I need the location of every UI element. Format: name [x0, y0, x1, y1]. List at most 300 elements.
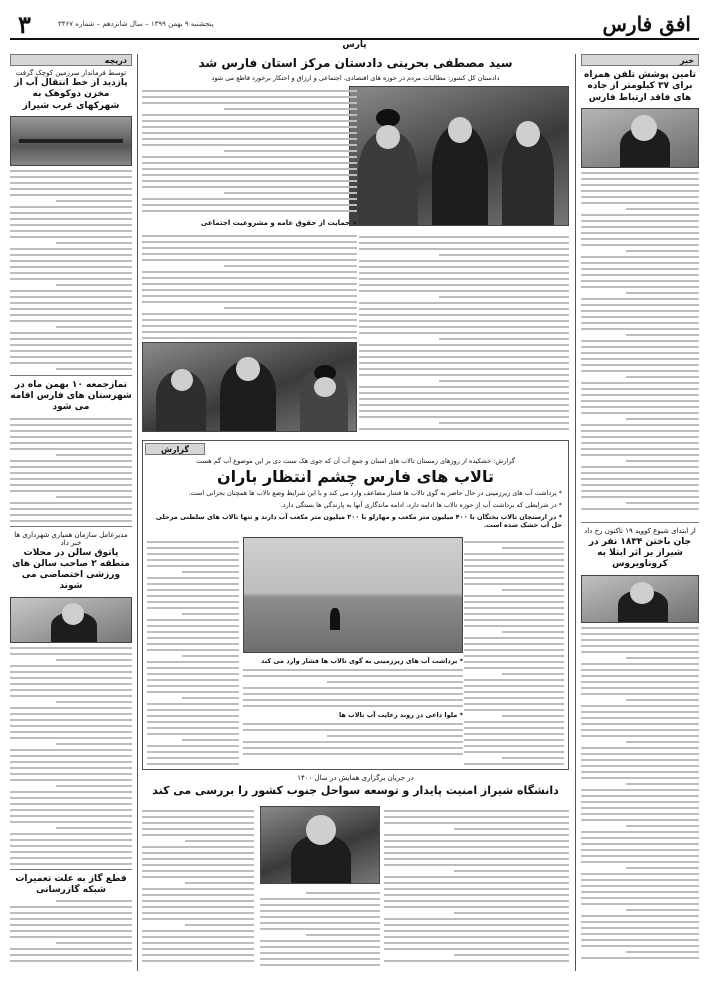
text-line [581, 627, 699, 629]
text-line [581, 202, 699, 204]
text-line [147, 727, 239, 729]
text-line [10, 689, 132, 691]
text-line [384, 858, 569, 860]
text-line [384, 924, 569, 926]
text-line [10, 442, 132, 444]
text-line [142, 283, 357, 285]
text-line [56, 942, 132, 944]
text-line [10, 350, 132, 352]
text-line [502, 589, 564, 591]
text-line [260, 898, 380, 900]
page-number: ۳ [18, 10, 31, 39]
text-line [581, 873, 699, 875]
text-line [147, 763, 239, 765]
text-line [147, 745, 239, 747]
text-line [359, 404, 569, 406]
text-line [260, 958, 380, 960]
text-line [581, 508, 699, 510]
text-line [142, 960, 254, 962]
text-line [147, 643, 239, 645]
text-line [626, 783, 699, 785]
text-line [581, 705, 699, 707]
text-line [581, 639, 699, 641]
text-line [581, 280, 699, 282]
text-line [243, 747, 463, 749]
masthead [10, 10, 699, 40]
text-line [454, 828, 569, 830]
text-line [581, 843, 699, 845]
text-line [142, 337, 357, 339]
text-line [626, 376, 699, 378]
text-line [142, 241, 357, 243]
text-line [581, 645, 699, 647]
text-line [581, 759, 699, 761]
text-line [142, 810, 254, 812]
section-title: پارس [342, 40, 367, 50]
feature-lead-3: * در ارسنجان تالاب بختگان با ۴۰۰ میلیون متر مکعب و مهارلو با ۳۰۰ میلیون متر مکعب آب دارند و تنها تالاب های سلطنی مرحلی حل آب خشک شده است. [155, 513, 562, 529]
text-line [626, 657, 699, 659]
text-line [581, 723, 699, 725]
text-line [464, 613, 564, 615]
text-line [142, 126, 357, 128]
text-line [581, 352, 699, 354]
text-line [56, 242, 132, 244]
text-line [147, 607, 239, 609]
text-line [359, 308, 569, 310]
text-line [224, 307, 357, 309]
right-item2-photo [581, 575, 699, 623]
text-line [10, 683, 132, 685]
text-line [185, 924, 254, 926]
feature-quote-1: * برداشت آب های زیرزمینی به گوی تالاب ها فشار وارد می کند [261, 657, 463, 665]
text-line [243, 693, 463, 695]
text-line [10, 737, 132, 739]
feature-text-right [464, 537, 564, 765]
text-line [10, 472, 132, 474]
text-line [147, 583, 239, 585]
text-line [56, 701, 132, 703]
text-line [10, 520, 132, 522]
man-head-3 [236, 357, 260, 381]
text-line [359, 368, 569, 370]
text-line [581, 675, 699, 677]
text-line [581, 903, 699, 905]
text-line [581, 178, 699, 180]
text-line [439, 296, 569, 298]
text-line [56, 200, 132, 202]
text-line [384, 960, 569, 962]
text-line [581, 394, 699, 396]
text-line [581, 412, 699, 414]
text-line [581, 232, 699, 234]
text-line [10, 290, 132, 292]
text-line [142, 132, 357, 134]
left-item2-body [10, 414, 132, 522]
text-line [147, 661, 239, 663]
text-line [581, 765, 699, 767]
text-line [147, 565, 239, 567]
text-line [626, 951, 699, 953]
text-line [581, 442, 699, 444]
left-section-tag: دریچه [10, 54, 132, 66]
text-line [147, 757, 239, 759]
text-line [10, 954, 132, 956]
text-line [142, 289, 357, 291]
text-line [464, 637, 564, 639]
text-line [384, 882, 569, 884]
text-line [142, 846, 254, 848]
text-line [260, 940, 380, 942]
text-line [581, 813, 699, 815]
right-section-tag: خبر [581, 54, 699, 66]
text-line [10, 254, 132, 256]
text-line [464, 565, 564, 567]
director-head [62, 603, 84, 625]
text-line [581, 490, 699, 492]
bottom-story [142, 774, 569, 970]
text-line [384, 816, 569, 818]
text-line [147, 547, 239, 549]
text-line [224, 192, 357, 194]
text-line [581, 400, 699, 402]
text-line [359, 314, 569, 316]
text-line [142, 888, 254, 890]
text-line [10, 773, 132, 775]
text-line [10, 791, 132, 793]
text-line [384, 852, 569, 854]
text-line [464, 559, 564, 561]
top-story-subtitle: دادستان کل کشور: مطالبات مردم در حوزه های اقتصادی، اجتماعی و ارزاق و احتکار برخورد قاطع می شود [211, 74, 500, 82]
top-story-photo-2 [142, 342, 357, 432]
text-line [581, 789, 699, 791]
text-line [626, 502, 699, 504]
text-line [10, 296, 132, 298]
text-line [224, 265, 357, 267]
text-line [359, 272, 569, 274]
woman-figure [330, 608, 340, 630]
newspaper-logo: افق فارس [602, 12, 691, 36]
text-line [147, 715, 239, 717]
text-line [147, 541, 239, 543]
text-line [581, 795, 699, 797]
text-line [56, 827, 132, 829]
text-line [464, 691, 564, 693]
text-line [142, 894, 254, 896]
text-line [327, 735, 463, 737]
text-line [243, 753, 463, 755]
text-line [182, 571, 239, 573]
text-line [464, 679, 564, 681]
text-line [439, 338, 569, 340]
text-line [147, 673, 239, 675]
left-item3-body [10, 643, 132, 865]
text-line [581, 196, 699, 198]
text-line [626, 825, 699, 827]
left-item1-kicker: توسط فرماندار سرزمین کوچک گرفت [15, 69, 127, 77]
text-line [359, 260, 569, 262]
text-line [10, 418, 132, 420]
text-line [581, 478, 699, 480]
text-line [10, 236, 132, 238]
text-line [464, 733, 564, 735]
text-line [10, 260, 132, 262]
text-line [10, 170, 132, 172]
top-story-photo-1 [349, 86, 569, 226]
text-line [10, 212, 132, 214]
text-line [626, 909, 699, 911]
text-line [10, 863, 132, 865]
text-line [581, 651, 699, 653]
text-line [464, 661, 564, 663]
top-story-text-b [359, 232, 569, 430]
feature-report [142, 440, 569, 770]
text-line [142, 114, 357, 116]
text-line [581, 801, 699, 803]
professor-head [306, 815, 336, 845]
left-item1-photo [10, 116, 132, 166]
text-line [224, 150, 357, 152]
pipeline-shape [19, 139, 123, 143]
text-line [581, 436, 699, 438]
bottom-story-title: دانشگاه شیراز امنیت پایدار و توسعه سواحل جنوب کشور را بررسی می کند [152, 784, 559, 797]
text-line [10, 671, 132, 673]
top-story-text-a [142, 86, 357, 227]
text-line [142, 325, 357, 327]
feature-lead-1: * پرداشت آب های زیرزمینی در حال حاضر به گوی تالاب ها فشار مضاعف وارد می کند و با این شرایط وضع تالاب ها همچنان بحرانی است. [188, 489, 562, 497]
feature-lead-2: * در شرایطی که برداشت آب از حوزه تالاب ها ادامه دارد، ادامه ماندگاری آنها به پارندگی ها بستگی دارد. [280, 501, 562, 509]
text-line [626, 699, 699, 701]
text-line [56, 785, 132, 787]
text-line [260, 946, 380, 948]
text-line [581, 945, 699, 947]
text-line [10, 514, 132, 516]
text-line [359, 392, 569, 394]
text-line [10, 484, 132, 486]
text-line [581, 915, 699, 917]
text-line [147, 667, 239, 669]
text-line [142, 247, 357, 249]
left-item3-title: پاتوق سالن در محلات منطقه ۲ صاحب سالن های ورزشی اختصاصی می شوند [12, 547, 130, 592]
text-line [10, 839, 132, 841]
text-line [384, 930, 569, 932]
text-line [581, 262, 699, 264]
text-line [10, 653, 132, 655]
left-column [10, 54, 132, 971]
text-line [581, 172, 699, 174]
text-line [147, 577, 239, 579]
text-line [464, 697, 564, 699]
text-line [359, 290, 569, 292]
text-line [182, 655, 239, 657]
text-line [581, 364, 699, 366]
text-line [142, 156, 357, 158]
text-line [10, 930, 132, 932]
text-line [581, 897, 699, 899]
text-line [10, 665, 132, 667]
text-line [56, 368, 132, 370]
text-line [581, 747, 699, 749]
top-story-text-c [142, 231, 357, 341]
text-line [581, 466, 699, 468]
text-line [581, 430, 699, 432]
text-line [581, 316, 699, 318]
official-head-2 [630, 582, 654, 604]
column-rule-left [137, 54, 138, 971]
text-line [581, 454, 699, 456]
text-line [142, 864, 254, 866]
text-line [56, 454, 132, 456]
text-line [581, 849, 699, 851]
text-line [142, 942, 254, 944]
text-line [10, 912, 132, 914]
text-line [142, 210, 357, 212]
text-line [502, 757, 564, 759]
text-line [142, 313, 357, 315]
text-line [142, 331, 357, 333]
text-line [581, 807, 699, 809]
text-line [147, 553, 239, 555]
text-line [359, 320, 569, 322]
text-line [384, 888, 569, 890]
text-line [626, 741, 699, 743]
text-line [224, 108, 357, 110]
text-line [260, 916, 380, 918]
text-line [142, 138, 357, 140]
right-item1-body [581, 168, 699, 518]
text-line [10, 948, 132, 950]
text-line [260, 904, 380, 906]
top-story [142, 56, 569, 436]
left-item2-title: تمازجمعه ۱۰ بهمن ماه در شهرستان های فارس اقامه می شود [10, 379, 132, 413]
text-line [260, 952, 380, 954]
text-line [142, 858, 254, 860]
text-line [464, 751, 564, 753]
text-line [10, 936, 132, 938]
text-line [147, 637, 239, 639]
feature-kicker: گزارش: خشکیده از روزهای زمستان تالاب های استان و جمع آب آن که جوی هک سنت دی بر این موضوع آب گم هست [196, 457, 515, 465]
text-line [10, 707, 132, 709]
text-line [10, 960, 132, 962]
text-line [581, 244, 699, 246]
text-line [626, 250, 699, 252]
top-story-title: سید مصطفی بحرینی دادستان مرکز استان فارس شد [198, 56, 513, 70]
text-line [581, 933, 699, 935]
text-line [464, 703, 564, 705]
text-line [359, 248, 569, 250]
cleric-face [376, 125, 400, 149]
text-line [581, 448, 699, 450]
text-line [581, 693, 699, 695]
text-line [502, 631, 564, 633]
text-line [306, 934, 380, 936]
text-line [10, 182, 132, 184]
text-line [10, 466, 132, 468]
text-line [464, 625, 564, 627]
bottom-story-text-right [384, 806, 569, 966]
text-line [260, 910, 380, 912]
text-line [464, 607, 564, 609]
text-line [359, 302, 569, 304]
text-line [10, 731, 132, 733]
man-head-2 [448, 117, 472, 143]
text-line [359, 398, 569, 400]
text-line [10, 332, 132, 334]
text-line [464, 745, 564, 747]
text-line [306, 892, 380, 894]
text-line [454, 870, 569, 872]
text-line [10, 918, 132, 920]
text-line [502, 673, 564, 675]
text-line [384, 936, 569, 938]
text-line [10, 815, 132, 817]
text-line [142, 936, 254, 938]
text-line [464, 583, 564, 585]
text-line [10, 302, 132, 304]
text-line [384, 840, 569, 842]
text-line [142, 930, 254, 932]
text-line [147, 691, 239, 693]
text-line [10, 677, 132, 679]
text-line [464, 655, 564, 657]
text-line [464, 553, 564, 555]
text-line [359, 356, 569, 358]
text-line [626, 460, 699, 462]
right-item2-title: جان باختن ۱۸۳۴ نفر در شیراز بر اثر ابتلا به کروناویروس [588, 536, 692, 570]
text-line [142, 870, 254, 872]
text-line [142, 259, 357, 261]
text-line [464, 667, 564, 669]
text-line [359, 266, 569, 268]
text-line [10, 176, 132, 178]
text-line [581, 214, 699, 216]
text-line [581, 382, 699, 384]
text-line [10, 924, 132, 926]
text-line [581, 927, 699, 929]
text-line [581, 717, 699, 719]
left-item4-title: قطع گاز به علت تعمیرات شبکه گازرسانی [15, 873, 127, 895]
text-line [10, 278, 132, 280]
text-line [502, 547, 564, 549]
text-line [10, 725, 132, 727]
text-line [142, 198, 357, 200]
text-line [581, 753, 699, 755]
text-line [581, 735, 699, 737]
text-line [384, 810, 569, 812]
text-line [581, 370, 699, 372]
text-line [147, 709, 239, 711]
text-line [464, 643, 564, 645]
text-line [142, 174, 357, 176]
text-line [464, 739, 564, 741]
text-line [182, 739, 239, 741]
text-line [359, 428, 569, 430]
text-line [581, 424, 699, 426]
text-line [581, 921, 699, 923]
text-line [10, 272, 132, 274]
text-line [10, 430, 132, 432]
text-line [464, 619, 564, 621]
text-line [581, 346, 699, 348]
text-line [581, 238, 699, 240]
text-line [147, 631, 239, 633]
text-line [626, 208, 699, 210]
text-line [56, 659, 132, 661]
text-line [142, 918, 254, 920]
text-line [384, 876, 569, 878]
text-line [10, 448, 132, 450]
text-line [243, 687, 463, 689]
text-line [142, 90, 357, 92]
